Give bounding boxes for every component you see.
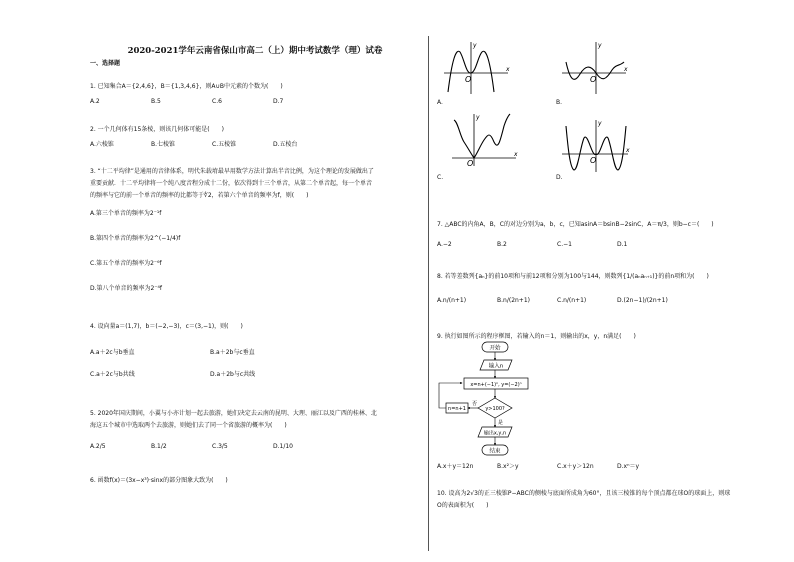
graph-b-origin: O: [590, 75, 597, 84]
question-1-option-a: A.2: [90, 98, 100, 105]
question-1-option-b: B.5: [151, 98, 161, 105]
graph-a-y-label: y: [473, 42, 477, 49]
graph-c-x-label: x: [514, 151, 518, 158]
graph-d-y-label: y: [598, 120, 602, 127]
question-4-option-a: A.a＋2c与b垂直: [90, 349, 135, 356]
question-8-option-b: B.n/(2n+1): [497, 297, 530, 304]
page-title: 2020-2021学年云南省保山市高二（上）期中考试数学（理）试卷: [127, 46, 383, 56]
question-3-option-b: B.第四个单音的频率为2^(−1/4)f: [90, 235, 181, 242]
graph-c-origin: O: [467, 159, 474, 167]
question-1-option-d: D.7: [273, 98, 284, 105]
question-1-stem: 1. 已知集合A＝{2,4,6}，B＝{1,3,4,6}，则A∪B中元素的个数为( ): [90, 83, 283, 90]
question-9-option-a: A.x＋y＝12n: [437, 463, 474, 470]
question-2-option-c: C.五棱锥: [212, 141, 237, 148]
flow-no-label: 否: [472, 401, 478, 407]
flow-output-text: 输出x,y,n: [483, 430, 507, 437]
question-9-option-b: B.x²＞y: [497, 463, 519, 470]
question-9-option-d: D.xⁿ＝y: [617, 463, 640, 470]
column-divider: [428, 36, 429, 551]
flow-end-text: 结束: [489, 448, 501, 455]
graph-c-label: C.: [437, 174, 444, 181]
question-8-stem: 8. 若等差数列{aₙ}的前10项和与前12项和分别为100与144，则数列{1/(aₙaₙ₊₁)}的前n项和为( ): [437, 273, 709, 280]
question-10-stem-line: 10. 设高为2√3的正三棱锥P−ABC的侧棱与底面所成角为60°，且该三棱锥的每个顶点都在球O的球面上，则球: [437, 490, 731, 497]
question-3-stem-line: 的频率与它的前一个单音的频率的比都等于∜2，若第六个单音的频率为f，则( ): [90, 192, 309, 199]
question-2-option-a: A.六棱锥: [90, 141, 114, 148]
question-4-option-b: B.a＋2b与c垂直: [210, 349, 255, 356]
graph-a-x-label: x: [506, 66, 510, 73]
graph-b-x-label: x: [624, 66, 628, 73]
question-7-option-d: D.1: [617, 241, 628, 248]
question-4-option-c: C.a＋2c与b共线: [90, 371, 135, 378]
question-8-option-c: C.n/(n+1): [557, 297, 587, 304]
question-5-option-d: D.1/10: [273, 443, 294, 450]
graph-a: [442, 40, 512, 95]
question-8-option-a: A.n/(n+1): [437, 297, 467, 304]
question-3-option-d: D.第八个单音的频率为2⁻⁴f: [90, 285, 163, 292]
flow-start-text: 开始: [489, 345, 501, 352]
question-7-option-b: B.2: [497, 241, 507, 248]
flow-input-text: 输入n: [488, 363, 504, 370]
question-3-stem-line: 重要贡献．十二平均律将一个纯八度音程分成十二份，依次得到十三个单音，从第二个单音起，每一个单音: [90, 180, 373, 187]
section-heading: 一、选择题: [90, 60, 121, 67]
question-4-stem: 4. 设向量a＝(1,7)，b＝(−2,−3)，c＝(3,−1)，则( ): [90, 323, 243, 330]
question-3-option-c: C.第五个单音的频率为2⁻⁶f: [90, 260, 162, 267]
question-7-option-a: A.−2: [437, 241, 452, 248]
question-9-option-c: C.x＋y＞12n: [557, 463, 594, 470]
question-9-stem: 9. 执行如图所示的程序框图，若输入的n＝1，则输出的x，y，n满足( ): [437, 333, 636, 340]
flowchart: [436, 340, 546, 458]
graph-a-origin: O: [465, 75, 472, 84]
question-6-stem: 6. 函数f(x)＝(3x−x³)·sinx的部分图象大致为( ): [90, 477, 228, 484]
graph-d-x-label: x: [626, 147, 630, 154]
flow-condition-text: y>100?: [485, 406, 505, 412]
question-2-stem: 2. 一个几何体有15条棱，则该几何体可能是( ): [90, 126, 224, 133]
question-5-option-a: A.2/5: [90, 443, 106, 450]
question-2-option-d: D.五棱台: [273, 141, 298, 148]
question-7-stem: 7. △ABC的内角A，B，C的对边分别为a，b，c，已知asinA＝bsinB−2sinC，A＝π/3，则b−c＝( ): [437, 221, 714, 228]
question-1-option-c: C.6: [212, 98, 222, 105]
flow-yes-label: 是: [498, 420, 504, 426]
graph-d-origin: O: [590, 156, 597, 165]
question-10-stem-line: O的表面积为( ): [437, 502, 489, 509]
question-3-option-a: A.第三个单音的频率为2⁻¹f: [90, 210, 162, 217]
question-3-stem-line: 3. “十二平均律”是通用的音律体系，明代朱载堉最早用数学方法计算出半音比例，为这个理论的发展做出了: [90, 168, 374, 175]
question-8-option-d: D.(2n−1)/(2n+1): [617, 297, 668, 304]
flow-loop-text: n=n+1: [448, 406, 466, 412]
graph-c-y-label: y: [476, 114, 480, 121]
graph-d-label: D.: [556, 174, 563, 181]
question-5-stem-line: 5. 2020年国庆期间，小翼与小亦计划一起去旅游，她们决定去云南的昆明、大理、丽江以及广西的桂林、北: [90, 410, 377, 417]
question-7-option-c: C.−1: [557, 241, 572, 248]
question-5-option-c: C.3/5: [212, 443, 228, 450]
flow-assign-text: x=n+(−1)ⁿ, y=(−2)ⁿ: [470, 382, 522, 388]
question-5-option-b: B.1/2: [151, 443, 167, 450]
graph-a-label: A.: [437, 99, 443, 106]
graph-b: [560, 40, 630, 95]
graph-b-label: B.: [556, 99, 563, 106]
question-2-option-b: B.七棱锥: [151, 141, 176, 148]
graph-c: [450, 112, 520, 167]
graph-b-y-label: y: [598, 42, 602, 49]
graph-d: [560, 118, 632, 173]
question-4-option-d: D.a＋2b与c共线: [210, 371, 256, 378]
question-5-stem-line: 海这五个城市中选取两个去旅游，则她们去了同一个省旅游的概率为( ): [90, 422, 287, 429]
